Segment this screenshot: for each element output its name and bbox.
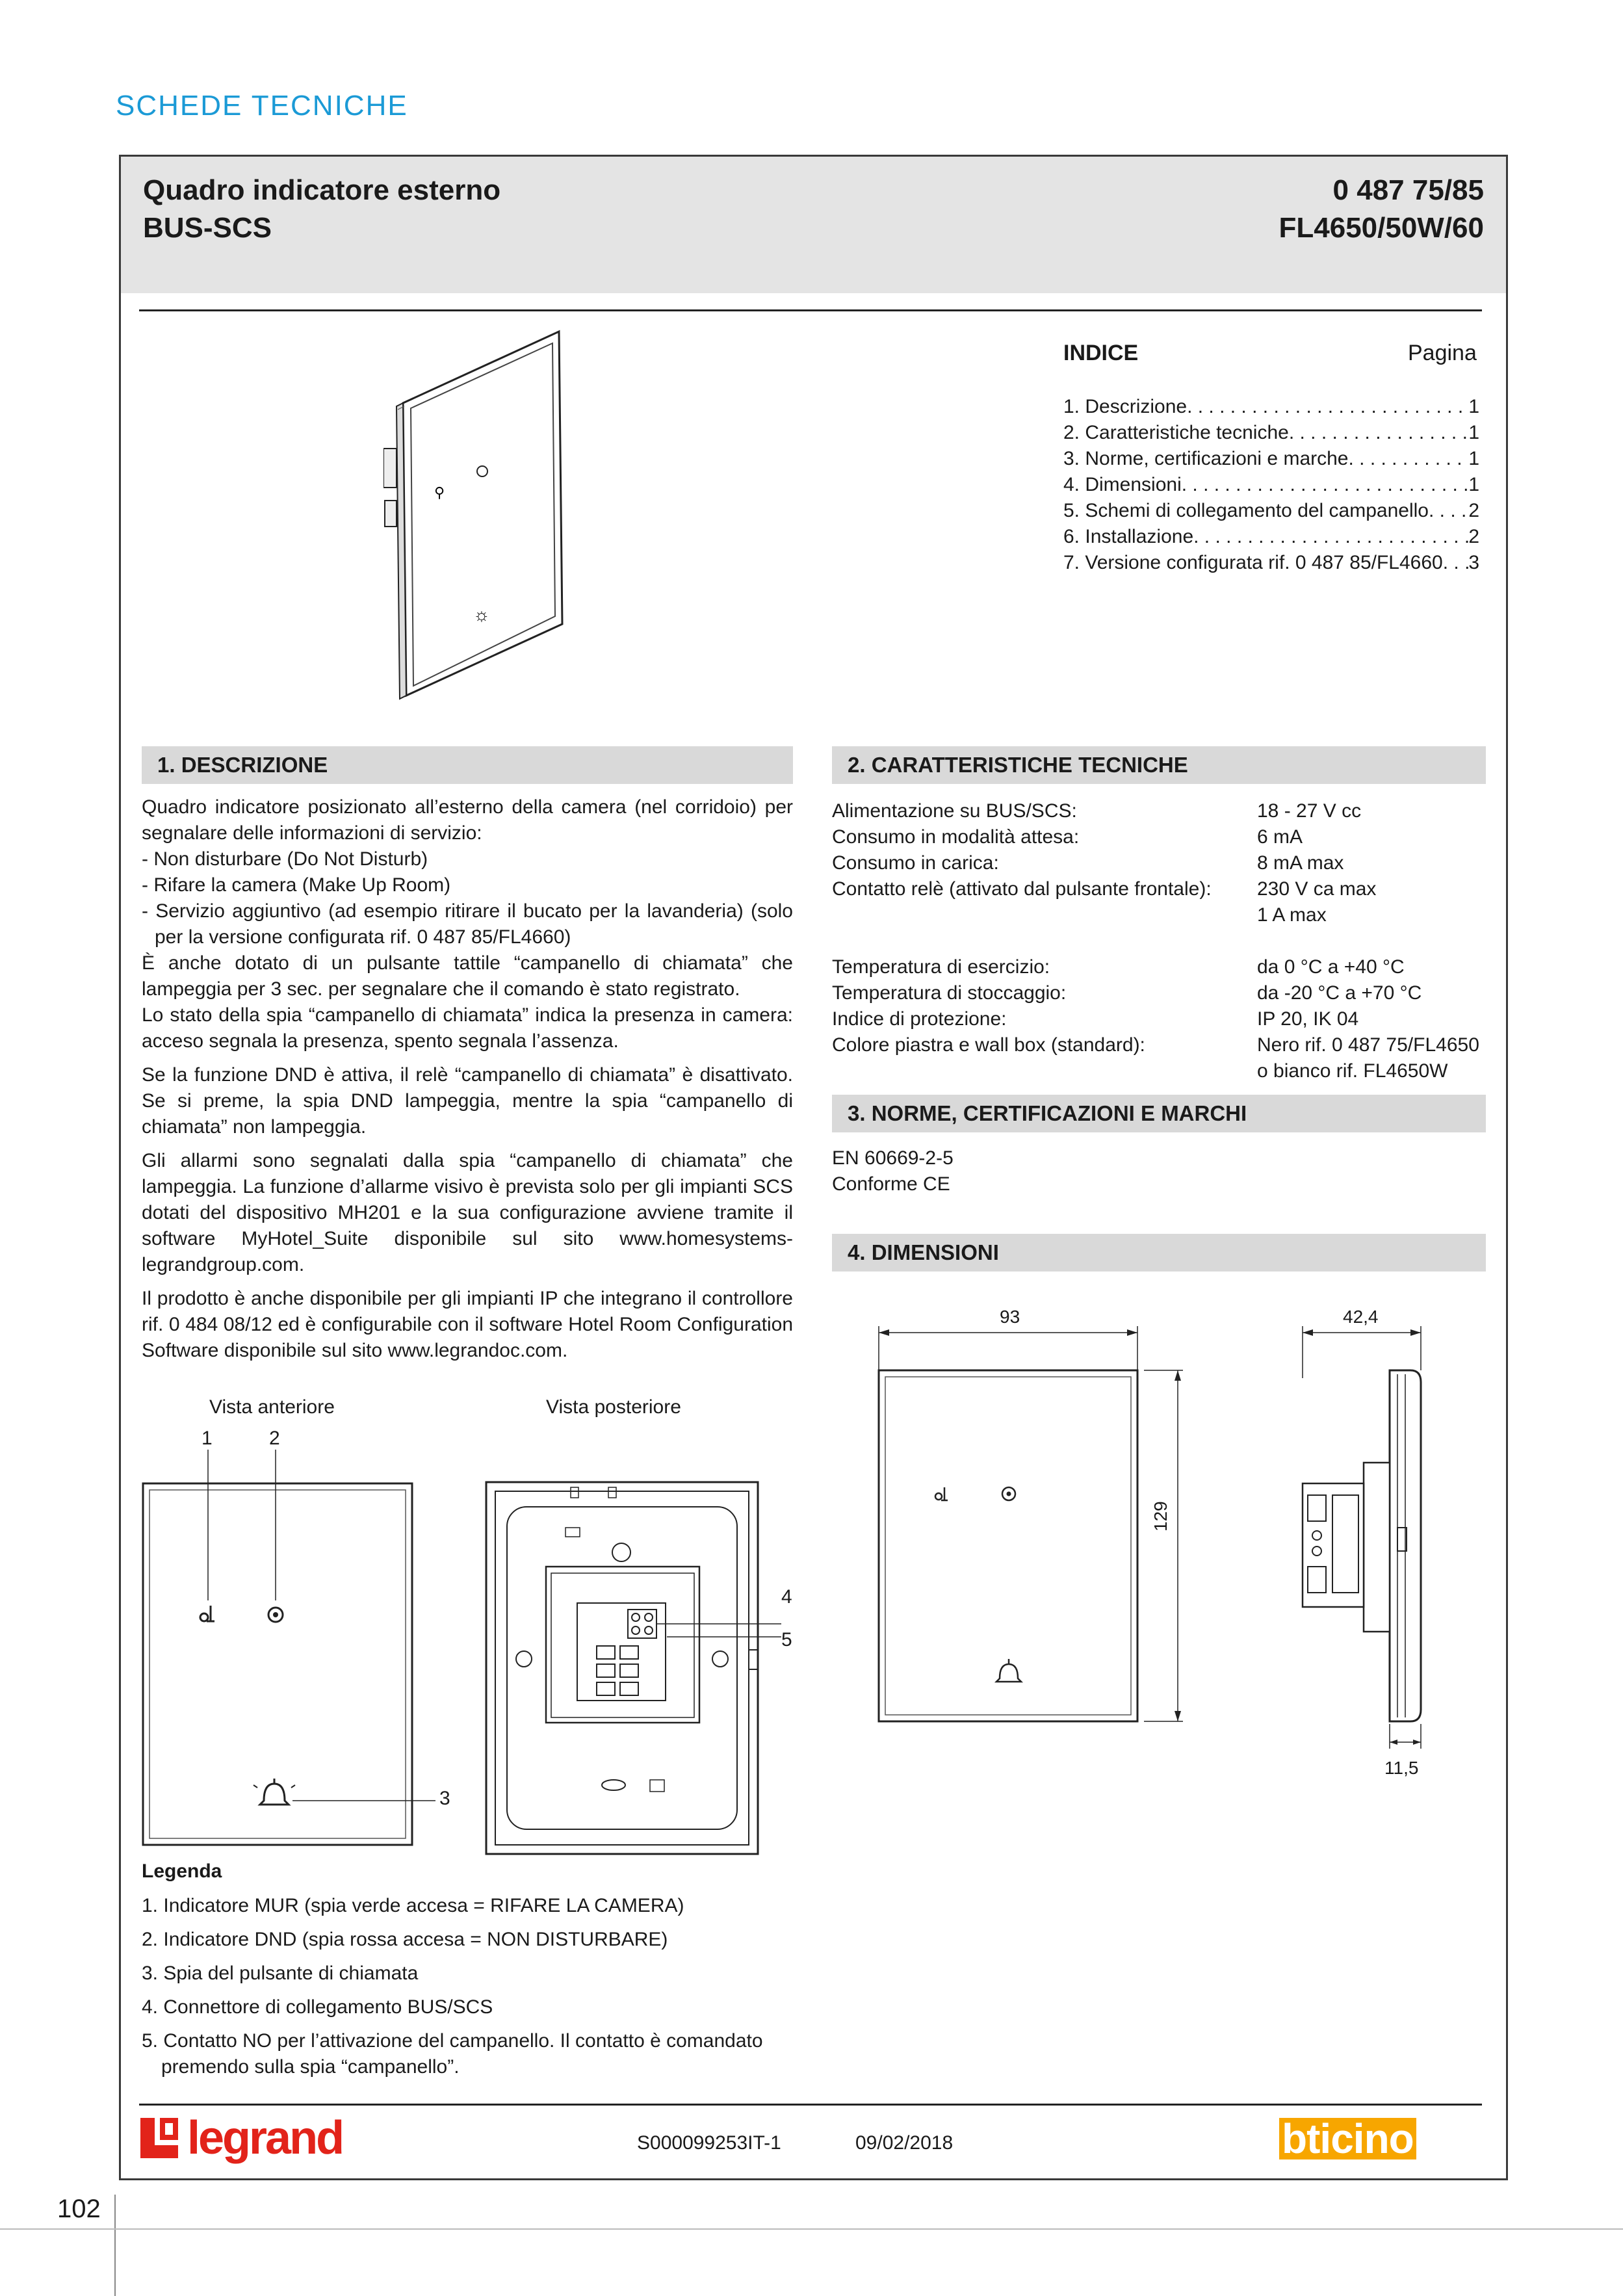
callout-2: 2: [269, 1428, 280, 1449]
rear-view-label: Vista posteriore: [546, 1396, 681, 1418]
section-caratteristiche-title: 2. CARATTERISTICHE TECNICHE: [832, 746, 1486, 784]
index-title: INDICE: [1063, 341, 1139, 365]
legend-item: 4. Connettore di collegamento BUS/SCS: [142, 1996, 493, 2018]
index-item[interactable]: 4. Dimensioni . . . 1: [1063, 472, 1479, 498]
page-number: 102: [57, 2195, 101, 2223]
legend-title: Legenda: [142, 1860, 222, 1882]
page-edge-line: [114, 2195, 116, 2296]
spec-row: Temperatura di esercizio: da 0 °C a +40 °C: [832, 956, 1405, 978]
footer-rule: [139, 2104, 1482, 2106]
index-item[interactable]: 2. Caratteristiche tecniche . . . 1: [1063, 420, 1479, 446]
descrizione-p3: Lo stato della spia “campanello di chiamata” indica la presenza in camera: acceso segnala la presenza, spento segnala l’assenza.: [142, 1004, 793, 1052]
norme-text: [832, 1145, 954, 1197]
front-view-label: Vista anteriore: [209, 1396, 335, 1418]
descrizione-p4: Se la funzione DND è attiva, il relè “campanello di chiamata” è disattivato. Se si preme, la spia DND lampeggia, mentre la spia “campanello di chiamata” non lampeggia.: [142, 1064, 793, 1138]
legend-item: 1. Indicatore MUR (spia verde accesa = RIFARE LA CAMERA): [142, 1895, 684, 1916]
legend-item: 5. Contatto NO per l’attivazione del campanello. Il contatto è comandato premendo sulla spia “campanello”.: [142, 2030, 763, 2078]
doc-code: S000099253IT-1: [637, 2132, 781, 2154]
section-norme-title: 3. NORME, CERTIFICAZIONI E MARCHI: [832, 1095, 1486, 1132]
legrand-mark-icon: [139, 2117, 179, 2159]
series-label: SCHEDE TECNICHE: [116, 90, 408, 122]
norme-line: EN 60669-2-5: [832, 1147, 954, 1169]
callout-4: 4: [781, 1586, 792, 1608]
legrand-wordmark: legrand: [187, 2112, 343, 2164]
spec-row: 1 A max: [1257, 904, 1327, 926]
legend-item: 3. Spia del pulsante di chiamata: [142, 1963, 419, 1984]
front-view-drawing: [136, 1450, 448, 1859]
product-code: [1279, 172, 1485, 247]
callout-1: 1: [201, 1428, 213, 1449]
legend-list: [142, 1893, 798, 2080]
product-name: [143, 172, 500, 247]
descrizione-text: [142, 794, 793, 1364]
descrizione-bullet: - Servizio aggiuntivo (ad esempio ritirare il bucato per la lavanderia) (solo per la versione configurata rif. 0 487 85/FL4660): [142, 900, 793, 948]
legrand-logo: [139, 2112, 343, 2164]
product-illustration: [383, 325, 572, 702]
callout-5: 5: [781, 1629, 792, 1650]
index-item[interactable]: 7. Versione configurata rif. 0 487 85/FL4660 . . . 3: [1063, 550, 1479, 576]
index-item[interactable]: 6. Installazione . . . 2: [1063, 524, 1479, 550]
dim-plate-label: 11,5: [1384, 1758, 1419, 1778]
descrizione-p6: Il prodotto è anche disponibile per gli impianti IP che integrano il controllore rif. 0 484 08/12 ed è configurabile con il software Hotel Room Configuration Software disponibile sul sito www.legrandoc.com.: [142, 1288, 793, 1361]
dim-height-label: 129: [1150, 1501, 1171, 1532]
descrizione-bullet: - Rifare la camera (Make Up Room): [142, 874, 451, 896]
index-item[interactable]: 3. Norme, certificazioni e marche . . . 1: [1063, 446, 1479, 472]
index-item[interactable]: 1. Descrizione . . . 1: [1063, 394, 1479, 420]
doc-date: 09/02/2018: [855, 2132, 954, 2154]
section-descrizione-title: 1. DESCRIZIONE: [142, 746, 793, 784]
page-bottom-line: [0, 2228, 1623, 2230]
bticino-logo: [1279, 2117, 1416, 2161]
norme-line: Conforme CE: [832, 1173, 950, 1195]
index-page-label: Pagina: [1408, 341, 1477, 365]
descrizione-p2: È anche dotato di un pulsante tattile “campanello di chiamata” che lampeggia per 3 sec. per segnalare che il comando è stato registrato.: [142, 952, 793, 1000]
spec-row-spacer: [832, 928, 1486, 954]
spec-row: Contatto relè (attivato dal pulsante frontale): 230 V ca max: [832, 878, 1377, 900]
product-name-line2: BUS-SCS: [143, 212, 272, 244]
descrizione-p1: Quadro indicatore posizionato all’esterno della camera (nel corridoio) per segnalare delle informazioni di servizio:: [142, 796, 793, 844]
descrizione-bullet: - Non disturbare (Do Not Disturb): [142, 848, 428, 870]
spec-row: Indice di protezione: IP 20, IK 04: [832, 1008, 1359, 1030]
iso-mur-icon: ⚲: [434, 484, 445, 501]
callout-3: 3: [439, 1788, 450, 1809]
spec-row: Colore piastra e wall box (standard): Nero rif. 0 487 75/FL4650: [832, 1034, 1479, 1056]
spec-table: [832, 798, 1486, 1084]
index-item[interactable]: 5. Schemi di collegamento del campanello . . . 2: [1063, 498, 1479, 524]
spec-row: o bianco rif. FL4650W: [1257, 1060, 1448, 1082]
spec-row: Alimentazione su BUS/SCS: 18 - 27 V cc: [832, 800, 1362, 822]
header-rule: [139, 309, 1482, 311]
spec-row: Consumo in modalità attesa: 6 mA: [832, 826, 1303, 848]
section-dimensioni-title: 4. DIMENSIONI: [832, 1234, 1486, 1272]
bticino-wordmark: bticino: [1279, 2118, 1416, 2159]
product-name-line1: Quadro indicatore esterno: [143, 174, 501, 206]
product-code-line1: 0 487 75/85: [1332, 174, 1484, 206]
dim-width-label: 93: [1000, 1307, 1020, 1327]
rear-view-drawing: [481, 1476, 793, 1866]
descrizione-p5: Gli allarmi sono segnalati dalla spia “campanello di chiamata” che lampeggia. La funzione d’allarme visivo è prevista solo per gli impianti SCS dotati del dispositivo MH201 e la sua configurazione avviene tramite il software MyHotel_Suite disponibile sul sito www.homesystems-legrandgroup.com.: [142, 1150, 793, 1275]
iso-bell-icon: ☼: [473, 605, 490, 625]
spec-row: Temperatura di stoccaggio: da -20 °C a +70 °C: [832, 982, 1422, 1004]
dim-depth-label: 42,4: [1343, 1307, 1379, 1327]
product-code-line2: FL4650/50W/60: [1279, 212, 1484, 244]
legend-item: 2. Indicatore DND (spia rossa accesa = NON DISTURBARE): [142, 1929, 668, 1950]
dimension-side-drawing: [1293, 1300, 1436, 1768]
index-list: [1063, 394, 1479, 576]
spec-row: Consumo in carica: 8 mA max: [832, 852, 1344, 874]
